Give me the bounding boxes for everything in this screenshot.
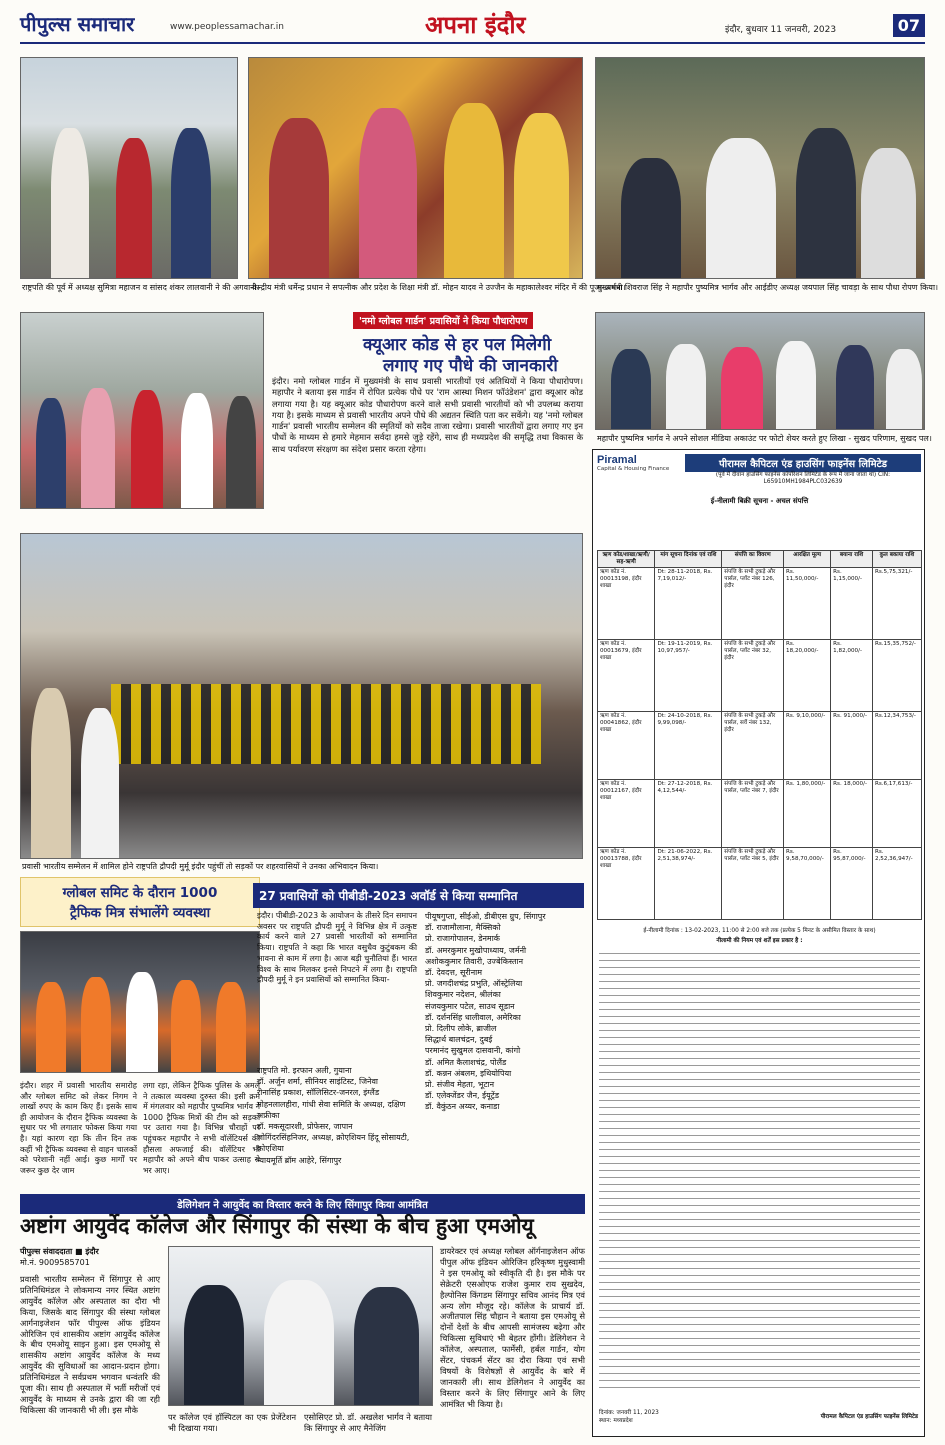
list-item: डॉ. राजामौलाना, मैक्सिको — [425, 923, 501, 933]
table-cell: Dt: 21-06-2022, Rs. 2,51,38,974/- — [655, 848, 722, 920]
table-cell: ऋण कोड नं. 00013788, इंदौर शाखा — [598, 848, 655, 920]
masthead — [20, 8, 925, 44]
list-item: सिद्धार्थ बालचंद्रन, दुबई — [425, 1035, 493, 1045]
list-item: डॉ. कन्नन अंबलम, इथियोपिया — [425, 1068, 512, 1078]
caption-photo3: मुख्यमंत्री शिवराज सिंह ने महापौर पुष्यमित्र भार्गव और आईडीए अध्यक्ष जयपाल सिंह चावड़ा के साथ पौधा रोपण किया। — [597, 283, 939, 292]
list-item: पीयूषगुप्ता, सीईओ, डीबीएस ग्रुप, सिंगापुर — [425, 912, 546, 921]
table-cell: Rs. 1,80,000/- — [784, 780, 831, 848]
photo-mou-signing — [168, 1246, 433, 1406]
list-item: प्रो. दिलीप लोके, ब्राजील — [425, 1024, 497, 1034]
notice-signatory: पीरामल कैपिटल एंड हाउसिंग फाइनेंस लिमिटेड — [820, 1414, 918, 1420]
notice-table-wrap — [597, 550, 922, 920]
traffic-body-1: इंदौर। शहर में प्रवासी भारतीय समारोह और ग्लोबल समिट को लेकर निगम ने लाखों रुपए के काम किए हैं। इसके साथ ही आयोजन के दौरान ट्रैफिक व्यवस्था के सुधार पर भी लगातार फोकस किया गया है। यहां कारण रहा कि तीन दिन तक कहीं भी ट्रैफिक व्यवस्था से वाहन चालकों को परेशानी नहीं आई। कुछ मार्गों पर जरूर कुछ देर जाम — [20, 1081, 137, 1175]
ayurveda-body-4: डायरेक्टर एवं अध्यक्ष ग्लोबल ऑर्गनाइजेशन ऑफ पीपुल ऑफ इंडियन ओरिजिन हरिकृष्ण मुधुस्वामी ने इस एमओयू को स्वीकृति दी है। इस मौके पर सेक्रेटरी एसओएफ राजेश कुमार राय सुखदेव, हैल्पोनिस किंगडम सिंगापुर सचिव आनंद मित्र एवं अन्य लोग मौजूद रहे। कॉलेज के प्राचार्य डॉ. अजीतपाल सिंह चौहान ने बताया इस एमओयू से दोनों देशों के बीच आपसी सामंजस्य बढ़ेगा और चिकित्सा सुविधाएं भी बेहतर होंगी। डेलिगेशन ने कॉलेज, अस्पताल, फार्मेसी, हर्बल गार्डन, योग सेंटर, पंचकर्म सेंटर का दौरा किया एवं सभी विषयों के विशेषज्ञों से आयुर्वेद के बारे में जानकारी ली। साथ डेलिगेशन ने आयुर्वेद का विस्तार करने के लिए सिंगापुर आने के लिए आमंत्रित भी किया है। — [440, 1246, 585, 1409]
table-cell: Dt: 19-11-2019, Rs. 10,97,957/- — [655, 640, 722, 712]
table-cell: संपत्ति के सभी टुकड़े और पार्सल, प्लॉट नंबर 7, इंदौर — [722, 780, 784, 848]
traffic-body-2: लगा रहा, लेकिन ट्रैफिक पुलिस के अमले ने तत्काल व्यवस्था दुरुस्त की। इसी क्रम में मंगलवार को महापौर पुष्यमित्र भार्गव ने 1000 ट्रैफिक मित्रों की टीम को सड़कों पर उतारा गया है। विभिन्न चौराहों पर पहुंचकर महापौर ने सभी वॉलेंटियर्स की हौसला अफजाई की। वॉलेंटियर भी महापौर को अपने बीच पाकर उत्साह से भर आए। — [143, 1081, 260, 1175]
notice-auction-date: ई-नीलामी दिनांक : 13-02-2023, 11:00 से 2:00 बजे तक (प्रत्येक 5 मिनट के असीमित विस्तार के साथ) — [643, 928, 876, 934]
award-list-right — [425, 911, 583, 1113]
list-item: न्यायमूर्ति ब्रॉम आहेरे, सिंगापुर — [257, 1155, 342, 1165]
list-item: जोगिंदरसिंहनिजर, अध्यक्ष, क्रोएशियन हिंदू सोसायटी, क्रोएशिया — [257, 1133, 410, 1154]
list-item: डॉ. अर्जुन शर्मा, सीनियर साइंटिस्ट, जिनेवा — [257, 1077, 379, 1087]
logo-text: Piramal — [597, 454, 637, 466]
website: www.peoplessamachar.in — [170, 22, 284, 32]
table-cell: Rs.6,17,613/- — [872, 780, 921, 848]
notice-terms-lines — [599, 950, 920, 1390]
award-intro: इंदौर। पीबीडी-2023 के आयोजन के तीसरे दिन समापन अवसर पर राष्ट्रपति द्रौपदी मुर्मू ने विभिन्न क्षेत्र में उत्कृष्ट कार्य करने वाले 27 प्रवासी भारतीयों को सम्मानित किया। राष्ट्रपति ने कहा कि भारत वसुधैव कुटुंबकम की भावना से काम में लगा है। आज बड़ी चुनौतियां हैं। भारत विश्व के साथ मिलकर इनसे निपटने में लगा है। राष्ट्रपति द्रौपदी मुर्मू ने इन प्रवासियों को सम्मानित किया- — [257, 911, 417, 985]
list-item: परमानंद सुखुमल दासवानी, कांगो — [425, 1046, 521, 1056]
logo-subtext: Capital & Housing Finance — [597, 466, 670, 472]
col-header: कुल बकाया राशि — [872, 551, 921, 568]
story-award — [253, 883, 584, 1183]
table-cell: Dt: 27-12-2018, Rs. 4,12,544/- — [655, 780, 722, 848]
table-cell: Rs.15,35,752/- — [872, 640, 921, 712]
caption-photo5: महापौर पुष्यमित्र भार्गव ने अपने सोशल मीडिया अकाउंट पर फोटो शेयर करते हुए लिखा - सुखद परिणाम, सुखद पल। — [597, 434, 932, 443]
list-item: प्रो. संजीव मेहता, भूटान — [425, 1080, 495, 1090]
notice-heading: ई-नीलामी बिक्री सूचना - अचल संपत्ति — [710, 497, 809, 505]
table-cell: संपत्ति के सभी टुकड़े और पार्सल, प्लॉट नंबर 126, इंदौर — [722, 568, 784, 640]
table-header — [598, 551, 922, 568]
table-cell: ऋण कोड नं. 00041862, इंदौर शाखा — [598, 712, 655, 780]
table-row — [598, 712, 922, 780]
caption-photo6: प्रवासी भारतीय सम्मेलन में शामिल होने राष्ट्रपति द्रौपदी मुर्मू इंदौर पहुंचीं तो सड़कों पर शहरवासियों ने उनका अभिवादन किया। — [22, 862, 379, 871]
story-ayurveda — [20, 1194, 585, 1439]
qr-headline-1: क्यूआर कोड से हर पल मिलेगी — [363, 335, 552, 355]
col-header: बयाना राशि — [831, 551, 873, 568]
table-cell: Rs. 11,50,000/- — [784, 568, 831, 640]
notice-table — [597, 550, 922, 920]
table-cell: Dt: 24-10-2018, Rs. 9,99,098/- — [655, 712, 722, 780]
list-item: प्रो. जगदीशचंद्र प्रभुति, ऑस्ट्रेलिया — [425, 979, 523, 989]
qr-body: इंदौर। नमो ग्लोबल गार्डन में मुख्यमंत्री के साथ प्रवासी भारतीयों एवं अतिथियों ने किया पौधारोपण। महापौर ने बताया इस गार्डन में रोपित प्रत्येक पौधे पर 'राम आस्था मिशन फॉउंडेशन' द्वारा क्यूआर कोड लगाया गया है। यह क्यूआर कोड पौधारोपण करने वाले सभी प्रवासी भारतीयों को भी उपलब्ध कराया गया है। इसके माध्यम से प्रवासी भारतीय अपने पौधे की अद्यतन स्थिति पता कर सकेंगे। यह 'नमो ग्लोबल गार्डन' प्रवासी भारतीय सम्मेलन की स्मृतियों को सदैव ताजा रखेगा। प्रवासी भारतीयों द्वारा लगाए गए इन पौधों के माध्यम से हमारे मेहमान सर्वदा हमसे जुड़े रहेंगे, साथ ही मध्यप्रदेश की समृद्धि तथा विकास के साथ पर्यावरण संरक्षण का संदेश प्रसार करता रहेगा। — [272, 376, 583, 454]
qr-kicker: 'नमो ग्लोबल गार्डन' प्रवासियों ने किया पौधारोपण — [353, 312, 533, 329]
table-cell: Rs. 18,000/- — [831, 780, 873, 848]
auction-notice — [592, 449, 925, 1437]
notice-terms-title: नीलामी की नियम एवं शर्तें इस प्रकार है : — [716, 938, 803, 944]
photo-crowd-welcome — [20, 533, 583, 859]
table-row — [598, 640, 922, 712]
table-cell: Dt: 28-11-2018, Rs. 7,19,012/- — [655, 568, 722, 640]
table-cell: संपत्ति के सभी टुकड़े और पार्सल, प्लॉट नंबर 32, इंदौर — [722, 640, 784, 712]
list-item: संजयकुमार पटेल, साउथ सूडान — [425, 1001, 515, 1011]
list-item: डॉ. अमित कैलाशचंद्र, पोलैंड — [425, 1057, 507, 1067]
list-item: डॉ. अमरकुमार मुखोपाध्याय, जर्मनी — [425, 945, 527, 955]
notice-title: पीरामल कैपिटल एंड हाउसिंग फाइनेंस लिमिटेड — [685, 454, 921, 472]
table-cell: Rs. 2,52,36,947/- — [872, 848, 921, 920]
caption-photo1: राष्ट्रपति की पूर्व में अध्यक्ष सुमित्रा महाजन व सांसद शंकर लालवानी ने की अगवानी। — [22, 283, 260, 292]
col-header: संपत्ति का विवरण — [722, 551, 784, 568]
col-header: ऋण कोड/शाखा/ऋणी/सह-ऋणी — [598, 551, 655, 568]
table-cell: ऋण कोड नं. 00013198, इंदौर शाखा — [598, 568, 655, 640]
story-qr — [268, 312, 585, 512]
list-item: शिवकुमार नदेशन, श्रीलंका — [425, 990, 501, 1000]
col-header: मांग सूचना दिनांक एवं राशि — [655, 551, 722, 568]
table-cell: Rs. 9,10,000/- — [784, 712, 831, 780]
ayurveda-body-1: प्रवासी भारतीय सम्मेलन में सिंगापुर से आए प्रतिनिधिमंडल ने लोकमान्य नगर स्थित अष्टांग आयुर्वेद कॉलेज और अस्पताल का दौरा भी किया, जिसके बाद सिंगापुर की संस्था ग्लोबल आर्गनाइजेशन फॉर पीपुल्स ऑफ इंडियन ओरिजिन एवं शासकीय अष्टांग आयुर्वेद कॉलेज के बीच एमओयू साइन हुआ। इस एमओयू से शासकीय अष्टांग आयुर्वेद कॉलेज के मध्य आयुर्वेद की सुविधाओं का आदान-प्रदान होगा। प्रतिनिधिमंडल ने सर्वप्रथम भगवान धन्वंतरि की पूजा की। साथ ही अस्पताल में भर्ती मरीजों एवं आयुर्वेद के माध्यम से उनके द्वारा की जा रही चिकित्सा की जानकारी भी ली। इस मौके — [20, 1274, 160, 1415]
table-cell: Rs.5,75,321/- — [872, 568, 921, 640]
section-title: अपना इंदौर — [425, 10, 526, 39]
table-cell: Rs. 1,82,000/- — [831, 640, 873, 712]
list-item: मोहनलालहीरा, गांधी सेवा समिति के अध्यक्ष, दक्षिण अफ्रीका — [257, 1099, 406, 1120]
photo-president-welcome — [20, 57, 238, 279]
photo-mayor-post — [595, 312, 925, 430]
col-header: आरक्षित मूल्य — [784, 551, 831, 568]
traffic-headline-1: ग्लोबल समिट के दौरान 1000 — [62, 885, 218, 901]
traffic-headline-2: ट्रैफिक मित्र संभालेंगे व्यवस्था — [69, 905, 211, 921]
list-item: रीनासिंह प्रकाश, सॉलिसिटर-जनरल, इंग्लैंड — [257, 1088, 380, 1098]
photo-global-garden — [20, 312, 264, 509]
ayurveda-kicker: डेलिगेशन ने आयुर्वेद का विस्तार करने के लिए सिंगापुर किया आमंत्रित — [20, 1194, 585, 1214]
table-row — [598, 568, 922, 640]
table-row — [598, 780, 922, 848]
notice-date: दिनांक: जनवरी 11, 2023 — [599, 1410, 659, 1416]
table-cell: Rs. 95,87,000/- — [831, 848, 873, 920]
table-cell: ऋण कोड नं. 00013679, इंदौर शाखा — [598, 640, 655, 712]
award-headline: 27 प्रवासियों को पीबीडी-2023 अवॉर्ड से किया सम्मानित — [253, 883, 584, 908]
list-item: डॉ. देवदत्त, सूरीनाम — [425, 968, 483, 978]
caption-photo2: केन्द्रीय मंत्री धर्मेन्द्र प्रधान ने सपत्नीक और प्रदेश के शिक्षा मंत्री डॉ. मोहन यादव ने उज्जैन के महाकालेश्वर मंदिर में की पूजा-अर्चना। — [252, 283, 626, 292]
table-cell: संपत्ति के सभी टुकड़े और पार्सल, सर्वे नंबर 132, इंदौर — [722, 712, 784, 780]
list-item: डॉ. एलेक्जेंडर जैन, ईयूट्रेंड — [425, 1091, 500, 1101]
piramal-logo — [597, 454, 685, 490]
list-item: प्रो. राजागोपालन, डेनमार्क — [425, 934, 500, 944]
table-row — [598, 848, 922, 920]
table-cell: ऋण कोड नं. 00012167, इंदौर शाखा — [598, 780, 655, 848]
table-cell: Rs. 9,58,70,000/- — [784, 848, 831, 920]
list-item: राष्ट्रपति मो. इरफान अली, गुयाना — [257, 1066, 352, 1075]
table-cell: Rs. 18,20,000/- — [784, 640, 831, 712]
ayurveda-body-2: पर कॉलेज एवं हॉस्पिटल का एक प्रेजेंटेशन भी दिखाया गया। — [168, 1412, 296, 1433]
ayurveda-byline: पीपुल्स संवाददाता ■ इंदौर — [20, 1247, 99, 1256]
page-number: 07 — [893, 14, 925, 37]
notice-subtitle: (पूर्व में दीवान हाउसिंग फाइनेंस कॉर्पोरेशन लिमिटेड के रूप में जाना जाता था) CIN: L65910MH1984PLC032639 — [715, 472, 891, 486]
table-cell: Rs.12,34,753/- — [872, 712, 921, 780]
traffic-headline-box — [20, 877, 260, 927]
list-item: अशोककुमार तिवारी, उज्बेकिस्तान — [425, 956, 524, 966]
list-item: डॉ. वैकुंठन अय्यर, कनाडा — [425, 1102, 500, 1112]
ayurveda-body-3: एसोसिएट प्रो. डॉ. अखलेश भार्गव ने बताया कि सिंगापुर से आए मैनेजिंग — [304, 1412, 432, 1433]
list-item: डॉ. दर्शनसिंह धालीवाल, अमेरिका — [425, 1012, 521, 1022]
photo-mahakal-pooja — [248, 57, 583, 279]
ayurveda-headline: अष्टांग आयुर्वेद कॉलेज और सिंगापुर की संस्था के बीच हुआ एमओयू — [20, 1213, 534, 1238]
dateline: इंदौर, बुधवार 11 जनवरी, 2023 — [725, 25, 837, 35]
ayurveda-phone: मो.नं. 9009585701 — [20, 1258, 90, 1267]
notice-place: स्थान: मध्यप्रदेश — [599, 1418, 633, 1424]
photo-traffic-volunteers — [20, 931, 260, 1073]
award-list-left — [257, 1065, 417, 1166]
table-cell: Rs. 91,000/- — [831, 712, 873, 780]
list-item: डॉ. मकसूदारशी, प्रोफेसर, जापान — [257, 1122, 353, 1132]
table-cell: Rs. 1,15,000/- — [831, 568, 873, 640]
brand-logo: पीपुल्स समाचार — [20, 12, 135, 36]
table-cell: संपत्ति के सभी टुकड़े और पार्सल, प्लॉट नंबर 5, इंदौर — [722, 848, 784, 920]
qr-headline-2: लगाए गए पौधे की जानकारी — [383, 356, 558, 376]
photo-tree-plantation — [595, 57, 925, 279]
